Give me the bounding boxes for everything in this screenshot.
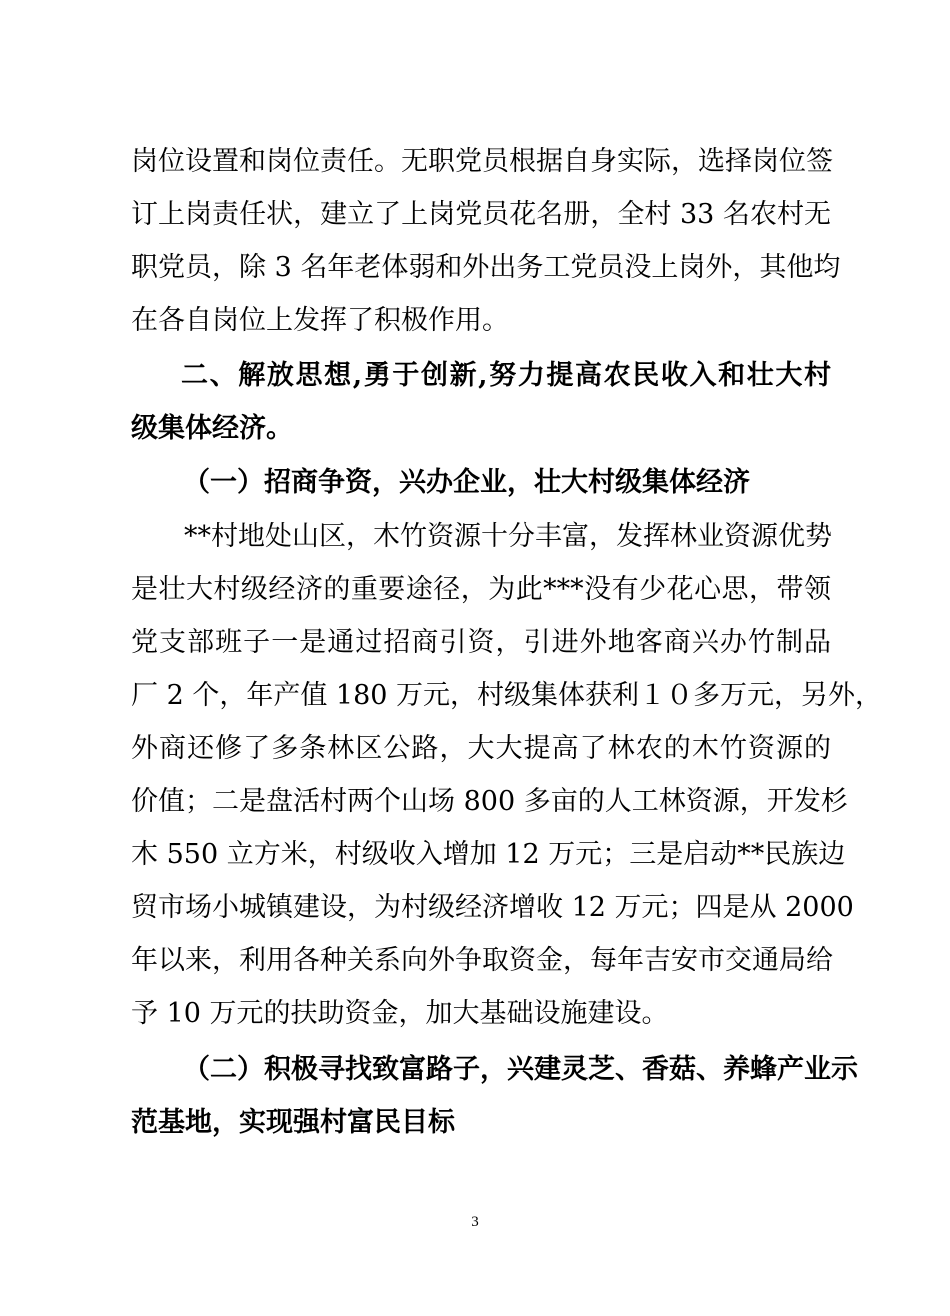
body-line: 外商还修了多条林区公路，大大提高了林农的木竹资源的 <box>131 733 831 764</box>
subsection-heading-2: 范基地，实现强村富民目标 <box>131 1107 455 1138</box>
body-line: 订上岗责任状，建立了上岗党员花名册，全村 33 名农村无 <box>131 199 831 230</box>
body-line: 岗位设置和岗位责任。无职党员根据自身实际，选择岗位签 <box>131 146 833 177</box>
body-line: **村地处山区，木竹资源十分丰富，发挥林业资源优势 <box>184 521 832 552</box>
subsection-heading-2: （二）积极寻找致富路子，兴建灵芝、香菇、养蜂产业示 <box>183 1054 858 1085</box>
body-line: 厂 2 个，年产值 180 万元，村级集体获利１０多万元，另外， <box>131 680 883 711</box>
subsection-heading-1: （一）招商争资，兴办企业，壮大村级集体经济 <box>183 467 750 498</box>
body-line: 年以来，利用各种关系向外争取资金，每年吉安市交通局给 <box>131 945 833 976</box>
section-heading-2: 二、解放思想,勇于创新,努力提高农民收入和壮大村 <box>181 360 831 391</box>
body-line: 予 10 万元的扶助资金，加大基础设施建设。 <box>131 998 669 1029</box>
page-number: 3 <box>471 1214 479 1230</box>
section-heading-2: 级集体经济。 <box>131 413 293 444</box>
body-line: 党支部班子一是通过招商引资，引进外地客商兴办竹制品 <box>131 627 831 658</box>
body-line: 木 550 立方米，村级收入增加 12 万元；三是启动**民族边 <box>131 839 846 870</box>
body-line: 是壮大村级经济的重要途径，为此***没有少花心思，带领 <box>131 574 831 605</box>
body-line: 贸市场小城镇建设，为村级经济增收 12 万元；四是从 2000 <box>131 892 854 923</box>
body-line: 在各自岗位上发挥了积极作用。 <box>131 305 509 336</box>
body-line: 价值；二是盘活村两个山场 800 多亩的人工林资源，开发杉 <box>131 786 848 817</box>
body-line: 职党员，除 3 名年老体弱和外出务工党员没上岗外，其他均 <box>131 252 841 283</box>
